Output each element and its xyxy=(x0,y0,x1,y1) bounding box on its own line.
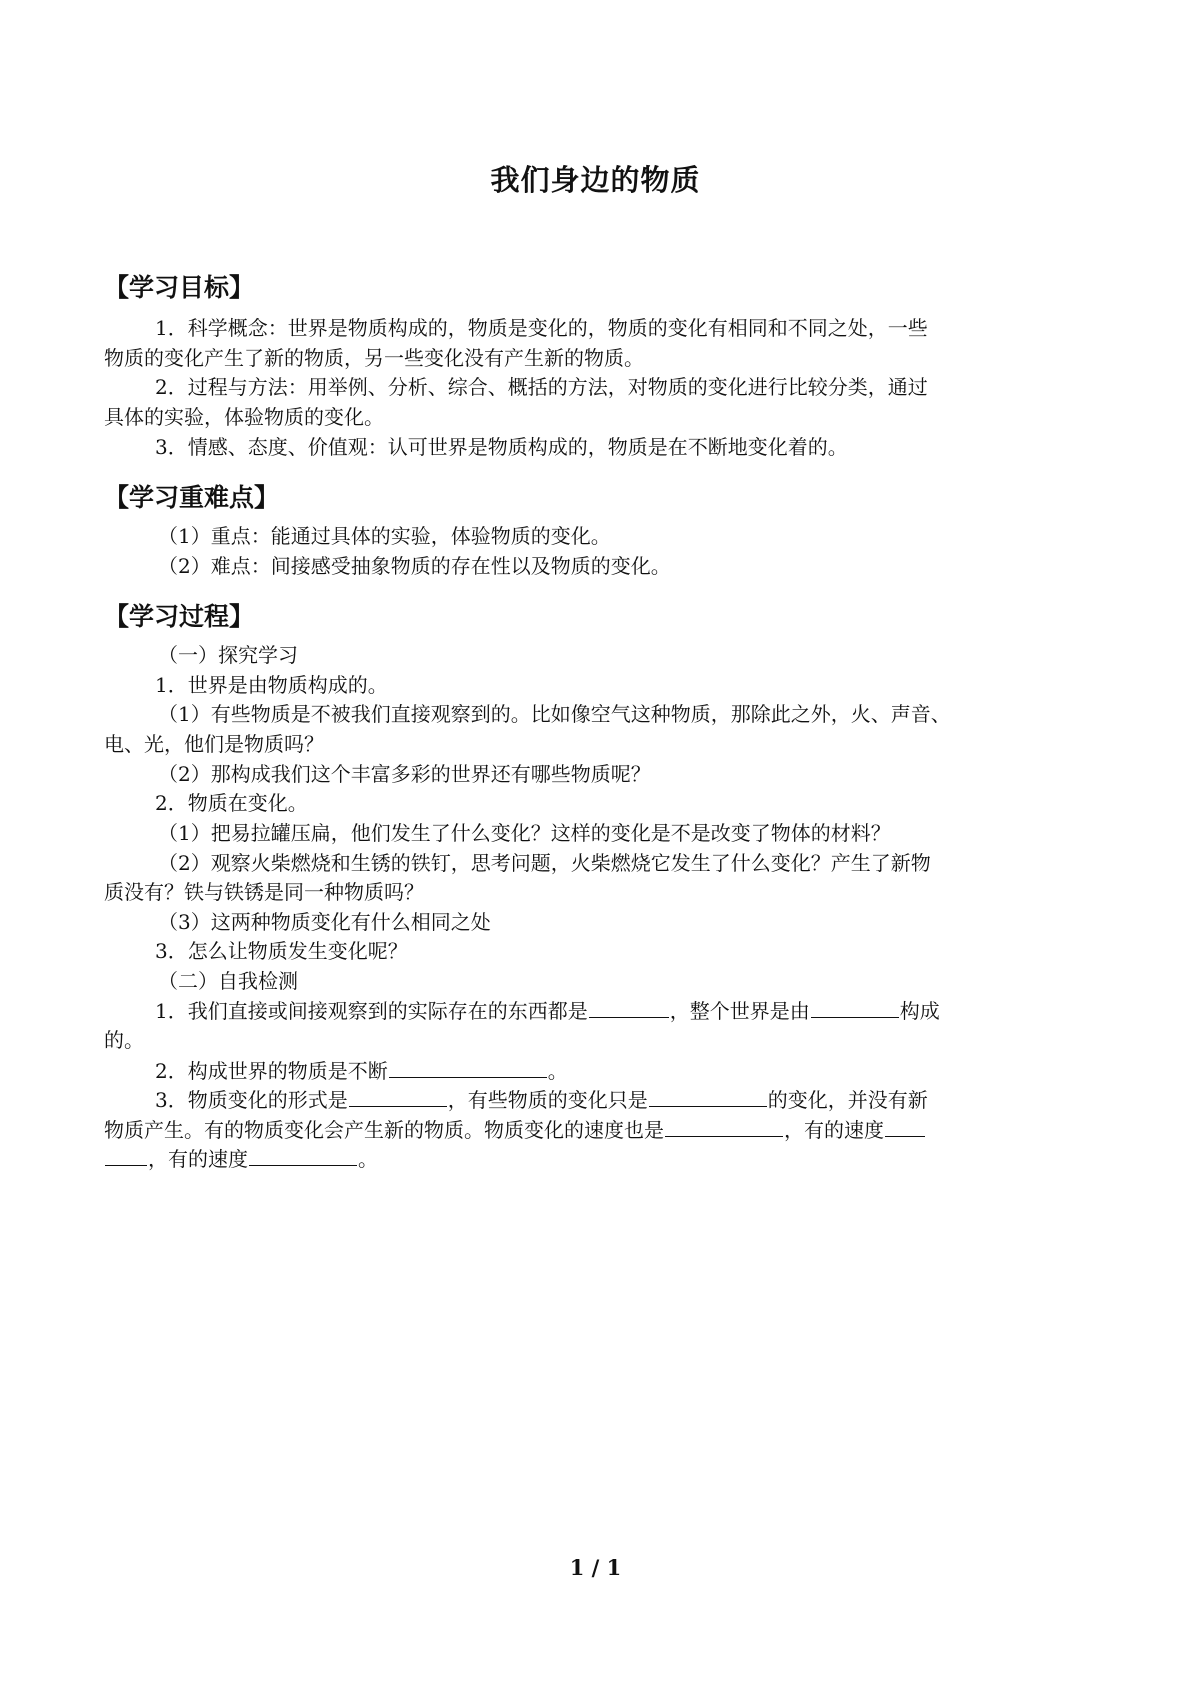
answer-blank[interactable] xyxy=(349,1086,447,1107)
quiz-question-3-cont xyxy=(104,1145,378,1172)
keypoint-line: （2）难点：间接感受抽象物质的存在性以及物质的变化。 xyxy=(158,554,671,578)
question-text: 的变化，并没有新 xyxy=(767,1088,928,1112)
answer-blank[interactable] xyxy=(811,997,899,1018)
section-heading-goals: 【学习目标】 xyxy=(104,273,255,302)
goal-line: 具体的实验，体验物质的变化。 xyxy=(104,405,384,429)
process-line: （3）这两种物质变化有什么相同之处 xyxy=(158,910,491,934)
quiz-question-2 xyxy=(155,1057,568,1084)
answer-blank[interactable] xyxy=(665,1116,783,1137)
question-text: 。 xyxy=(358,1147,378,1171)
section-heading-process: 【学习过程】 xyxy=(104,602,255,631)
answer-blank[interactable] xyxy=(885,1116,925,1137)
answer-blank[interactable] xyxy=(249,1145,357,1166)
goal-line: 2．过程与方法：用举例、分析、综合、概括的方法，对物质的变化进行比较分类，通过 xyxy=(155,375,928,399)
question-text: 1．我们直接或间接观察到的实际存在的东西都是 xyxy=(155,999,588,1023)
process-line: （2）那构成我们这个丰富多彩的世界还有哪些物质呢？ xyxy=(158,762,651,786)
process-line: 质没有？铁与铁锈是同一种物质吗？ xyxy=(104,880,424,904)
section-heading-keypoints: 【学习重难点】 xyxy=(104,483,280,512)
goal-line: 3．情感、态度、价值观：认可世界是物质构成的，物质是在不断地变化着的。 xyxy=(155,435,848,459)
process-line: 2．物质在变化。 xyxy=(155,791,308,815)
subsection-heading: （一）探究学习 xyxy=(158,643,298,667)
answer-blank[interactable] xyxy=(389,1057,547,1078)
question-text: 。 xyxy=(547,1059,568,1083)
process-line: （1）把易拉罐压扁，他们发生了什么变化？这样的变化是不是改变了物体的材料？ xyxy=(158,821,891,845)
process-line: 1．世界是由物质构成的。 xyxy=(155,673,388,697)
keypoint-line: （1）重点：能通过具体的实验，体验物质的变化。 xyxy=(158,524,611,548)
page-title: 我们身边的物质 xyxy=(490,163,701,197)
quiz-question-1-cont: 的。 xyxy=(104,1028,144,1052)
question-text: ，有的速度 xyxy=(148,1147,248,1171)
subsection-heading: （二）自我检测 xyxy=(158,969,298,993)
goal-line: 1．科学概念：世界是物质构成的，物质是变化的，物质的变化有相同和不同之处，一些 xyxy=(155,316,928,340)
answer-blank[interactable] xyxy=(589,997,669,1018)
goal-line: 物质的变化产生了新的物质，另一些变化没有产生新的物质。 xyxy=(104,346,644,370)
process-line: 电、光，他们是物质吗？ xyxy=(104,732,324,756)
answer-blank[interactable] xyxy=(649,1086,767,1107)
process-line: （1）有些物质是不被我们直接观察到的。比如像空气这种物质，那除此之外，火、声音、 xyxy=(158,702,951,726)
question-text: 物质产生。有的物质变化会产生新的物质。物质变化的速度也是 xyxy=(104,1118,664,1142)
question-text: ，整个世界是由 xyxy=(669,999,810,1023)
question-text: 3．物质变化的形式是 xyxy=(155,1088,348,1112)
process-line: 3．怎么让物质发生变化呢？ xyxy=(155,939,408,963)
quiz-question-3-cont xyxy=(104,1116,926,1143)
question-text: ，有些物质的变化只是 xyxy=(447,1088,648,1112)
question-text: 2．构成世界的物质是不断 xyxy=(155,1059,388,1083)
question-text: ，有的速度 xyxy=(784,1118,884,1142)
quiz-question-1 xyxy=(155,997,940,1024)
quiz-question-3 xyxy=(155,1086,928,1113)
question-text: 构成 xyxy=(899,999,940,1023)
page-number: 1 / 1 xyxy=(569,1555,622,1580)
process-line: （2）观察火柴燃烧和生锈的铁钉，思考问题，火柴燃烧它发生了什么变化？产生了新物 xyxy=(158,851,931,875)
answer-blank[interactable] xyxy=(105,1145,147,1166)
